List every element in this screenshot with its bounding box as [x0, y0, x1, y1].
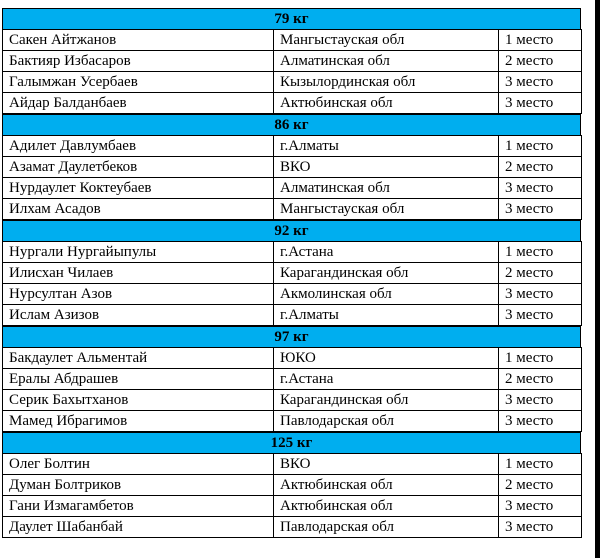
- athlete-region: Алматинская обл: [274, 178, 499, 199]
- athlete-name: Серик Бахытханов: [3, 390, 274, 411]
- athlete-name: Илисхан Чилаев: [3, 263, 274, 284]
- athlete-place: 1 место: [499, 242, 582, 263]
- weight-group-86: [2, 114, 581, 220]
- athlete-name: Азамат Даулетбеков: [3, 157, 274, 178]
- athlete-name: Думан Болтриков: [3, 475, 274, 496]
- athlete-place: 3 место: [499, 93, 582, 114]
- athlete-name: Бакдаулет Альментай: [3, 348, 274, 369]
- weight-category-header: 92 кг: [2, 220, 581, 241]
- athlete-name: Гани Измагамбетов: [3, 496, 274, 517]
- right-edge-border: [595, 0, 600, 558]
- athlete-name: Галымжан Усербаев: [3, 72, 274, 93]
- table-row: [3, 454, 582, 475]
- athlete-place: 2 место: [499, 475, 582, 496]
- group-table: [2, 135, 582, 220]
- group-table: [2, 29, 582, 114]
- athlete-place: 1 место: [499, 30, 582, 51]
- athlete-name: Бактияр Избасаров: [3, 51, 274, 72]
- athlete-region: г.Астана: [274, 242, 499, 263]
- table-row: [3, 199, 582, 220]
- table-row: [3, 30, 582, 51]
- athlete-name: Айдар Балданбаев: [3, 93, 274, 114]
- table-row: [3, 517, 582, 538]
- athlete-region: г.Алматы: [274, 136, 499, 157]
- athlete-region: Павлодарская обл: [274, 411, 499, 432]
- athlete-place: 1 место: [499, 348, 582, 369]
- athlete-region: Мангыстауская обл: [274, 199, 499, 220]
- weight-category-header: 86 кг: [2, 114, 581, 135]
- athlete-name: Олег Болтин: [3, 454, 274, 475]
- weight-category-header: 125 кг: [2, 432, 581, 453]
- athlete-place: 2 место: [499, 263, 582, 284]
- athlete-region: Карагандинская обл: [274, 390, 499, 411]
- athlete-region: ВКО: [274, 454, 499, 475]
- weight-group-92: [2, 220, 581, 326]
- athlete-place: 3 место: [499, 72, 582, 93]
- athlete-place: 3 место: [499, 305, 582, 326]
- athlete-name: Даулет Шабанбай: [3, 517, 274, 538]
- athlete-place: 3 место: [499, 178, 582, 199]
- athlete-name: Ислам Азизов: [3, 305, 274, 326]
- table-row: [3, 390, 582, 411]
- table-row: [3, 284, 582, 305]
- table-row: [3, 242, 582, 263]
- athlete-place: 2 место: [499, 369, 582, 390]
- athlete-place: 3 место: [499, 411, 582, 432]
- athlete-name: Нургали Нургайыпулы: [3, 242, 274, 263]
- table-row: [3, 136, 582, 157]
- table-row: [3, 369, 582, 390]
- athlete-place: 3 место: [499, 199, 582, 220]
- table-row: [3, 496, 582, 517]
- table-row: [3, 305, 582, 326]
- weight-group-79: [2, 8, 581, 114]
- athlete-region: Акмолинская обл: [274, 284, 499, 305]
- table-row: [3, 348, 582, 369]
- athlete-region: Алматинская обл: [274, 51, 499, 72]
- table-row: [3, 475, 582, 496]
- weight-group-125: [2, 432, 581, 538]
- athlete-region: Павлодарская обл: [274, 517, 499, 538]
- athlete-name: Нурсултан Азов: [3, 284, 274, 305]
- athlete-region: Актюбинская обл: [274, 475, 499, 496]
- table-row: [3, 178, 582, 199]
- table-row: [3, 411, 582, 432]
- athlete-region: г.Астана: [274, 369, 499, 390]
- athlete-name: Илхам Асадов: [3, 199, 274, 220]
- athlete-place: 1 место: [499, 136, 582, 157]
- weight-category-header: 79 кг: [2, 8, 581, 29]
- athlete-region: г.Алматы: [274, 305, 499, 326]
- athlete-name: Ералы Абдрашев: [3, 369, 274, 390]
- weight-group-97: [2, 326, 581, 432]
- results-table: [2, 8, 581, 538]
- athlete-name: Адилет Давлумбаев: [3, 136, 274, 157]
- athlete-region: ВКО: [274, 157, 499, 178]
- athlete-region: Кызылординская обл: [274, 72, 499, 93]
- athlete-place: 3 место: [499, 496, 582, 517]
- group-table: [2, 347, 582, 432]
- athlete-place: 2 место: [499, 157, 582, 178]
- athlete-region: Карагандинская обл: [274, 263, 499, 284]
- athlete-place: 3 место: [499, 284, 582, 305]
- athlete-place: 3 место: [499, 517, 582, 538]
- athlete-region: Актюбинская обл: [274, 93, 499, 114]
- group-table: [2, 453, 582, 538]
- group-table: [2, 241, 582, 326]
- athlete-region: Мангыстауская обл: [274, 30, 499, 51]
- table-row: [3, 72, 582, 93]
- table-row: [3, 93, 582, 114]
- athlete-name: Сакен Айтжанов: [3, 30, 274, 51]
- athlete-place: 3 место: [499, 390, 582, 411]
- athlete-place: 2 место: [499, 51, 582, 72]
- table-row: [3, 157, 582, 178]
- table-row: [3, 51, 582, 72]
- table-row: [3, 263, 582, 284]
- athlete-region: Актюбинская обл: [274, 496, 499, 517]
- athlete-name: Нурдаулет Коктеубаев: [3, 178, 274, 199]
- athlete-region: ЮКО: [274, 348, 499, 369]
- weight-category-header: 97 кг: [2, 326, 581, 347]
- athlete-place: 1 место: [499, 454, 582, 475]
- athlete-name: Мамед Ибрагимов: [3, 411, 274, 432]
